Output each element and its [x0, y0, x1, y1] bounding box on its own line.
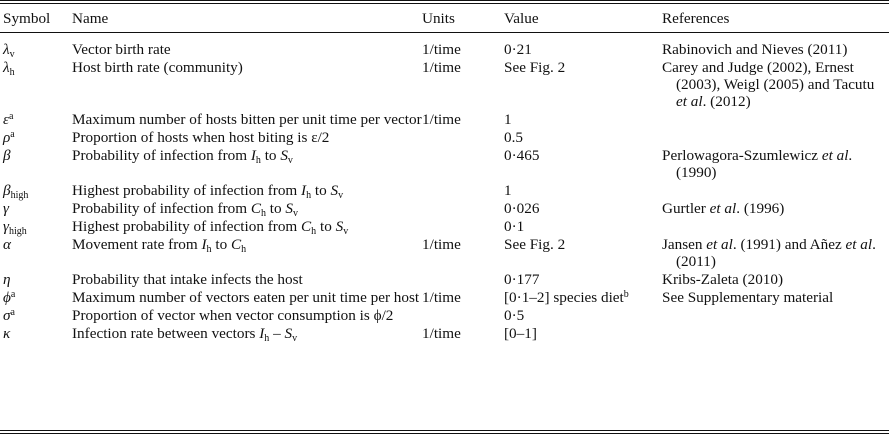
- top-rule-2: [0, 3, 889, 4]
- table-row: [0, 235, 889, 270]
- bottom-rule-1: [0, 430, 889, 431]
- cell-name: Probability that intake infects the host: [72, 271, 303, 288]
- cell-value: 0·21: [504, 41, 532, 58]
- cell-references: [662, 110, 889, 128]
- header-units: Units: [422, 10, 455, 27]
- cell-value: See Fig. 2: [504, 236, 566, 253]
- cell-references: Gurtler et al. (1996): [662, 200, 785, 217]
- cell-name: Vector birth rate: [72, 41, 171, 58]
- cell-references: See Supplementary material: [662, 289, 834, 306]
- cell-name: Highest probability of infection from $I_h$ to $S_v$: [72, 182, 344, 201]
- cell-units: [422, 270, 504, 288]
- cell-references: Rabinovich and Nieves (2011): [662, 41, 848, 58]
- cell-symbol: $\rho^a$: [3, 129, 15, 146]
- cell-units: 1/time: [422, 41, 461, 58]
- cell-name: Infection rate between vectors $I_h - S_v$: [72, 325, 298, 344]
- cell-name: Movement rate from $I_h$ to $C_h$: [72, 236, 247, 255]
- cell-name: Maximum number of vectors eaten per unit time per host: [72, 289, 420, 306]
- cell-value: 0·1: [504, 218, 525, 235]
- table-row: [0, 58, 889, 110]
- cell-units: 1/time: [422, 111, 461, 128]
- cell-symbol: γ: [3, 200, 9, 217]
- cell-units: [422, 181, 504, 199]
- cell-symbol: α: [3, 236, 11, 253]
- cell-references: [662, 128, 889, 146]
- cell-symbol: $\phi^a$: [3, 289, 16, 306]
- header-name: Name: [72, 10, 109, 27]
- cell-symbol: η: [3, 271, 11, 288]
- table-row: [0, 181, 889, 199]
- bottom-rule-2: [0, 433, 889, 434]
- cell-units: [422, 217, 504, 235]
- cell-name: Host birth rate (community): [72, 59, 243, 76]
- cell-name: Proportion of hosts when host biting is ε/2: [72, 129, 330, 146]
- cell-symbol: $\sigma^a$: [3, 307, 15, 324]
- cell-symbol: $\lambda_h$: [3, 59, 15, 78]
- table-row: [0, 128, 889, 146]
- header-symbol: Symbol: [3, 10, 51, 27]
- cell-name: Probability of infection from $C_h$ to $S_v$: [72, 200, 298, 219]
- cell-name: Proportion of vector when vector consumption is ϕ/2: [72, 307, 394, 324]
- cell-units: 1/time: [422, 236, 461, 253]
- cell-units: 1/time: [422, 325, 461, 342]
- cell-value: 0·177: [504, 271, 540, 288]
- cell-value: 0·026: [504, 200, 540, 217]
- header-references: References: [662, 10, 730, 27]
- cell-symbol: β: [3, 147, 11, 164]
- cell-value: 0·5: [504, 307, 525, 324]
- cell-value: [0–1]: [504, 325, 537, 342]
- cell-name: Probability of infection from $I_h$ to $S_v$: [72, 147, 293, 166]
- cell-references: Jansen et al. (1991) and Añez et al. (2011): [662, 236, 876, 270]
- cell-references: [662, 324, 889, 342]
- cell-symbol: $\gamma_{high}$: [3, 218, 27, 237]
- cell-value: [0·1–2] species diet$^b$: [504, 289, 629, 306]
- cell-symbol: $\beta_{high}$: [3, 182, 29, 201]
- table-row: [0, 288, 889, 306]
- cell-references: Perlowagora-Szumlewicz et al. (1990): [662, 147, 853, 181]
- cell-name: Highest probability of infection from $C_h$ to $S_v$: [72, 218, 349, 237]
- cell-value: 1: [504, 182, 512, 199]
- cell-units: [422, 199, 504, 217]
- cell-references: Carey and Judge (2002), Ernest (2003), Weigl (2005) and Tacutu et al. (2012): [662, 59, 875, 110]
- cell-units: 1/time: [422, 289, 461, 306]
- cell-units: 1/time: [422, 59, 461, 76]
- table-row: [0, 306, 889, 324]
- cell-symbol: κ: [3, 325, 11, 342]
- cell-symbol: $\varepsilon^a$: [3, 111, 14, 128]
- cell-units: [422, 128, 504, 146]
- table-row: [0, 110, 889, 128]
- cell-units: [422, 306, 504, 324]
- cell-value: 0.5: [504, 129, 523, 146]
- table-row: [0, 217, 889, 235]
- cell-units: [422, 146, 504, 181]
- table-row: [0, 33, 889, 58]
- cell-references: Kribs-Zaleta (2010): [662, 271, 784, 288]
- top-rule-1: [0, 0, 889, 1]
- cell-references: [662, 181, 889, 199]
- table-row: [0, 146, 889, 181]
- cell-value: 0·465: [504, 147, 540, 164]
- cell-symbol: $\lambda_v$: [3, 41, 15, 60]
- table-row: [0, 270, 889, 288]
- cell-value: 1: [504, 111, 512, 128]
- header-value: Value: [504, 10, 539, 27]
- header-row: [0, 8, 889, 33]
- parameter-table: [0, 8, 889, 342]
- cell-value: See Fig. 2: [504, 59, 566, 76]
- table-row: [0, 324, 889, 342]
- cell-references: [662, 306, 889, 324]
- table-row: [0, 199, 889, 217]
- cell-name: Maximum number of hosts bitten per unit time per vector: [72, 111, 422, 128]
- table-body: [0, 33, 889, 342]
- cell-references: [662, 217, 889, 235]
